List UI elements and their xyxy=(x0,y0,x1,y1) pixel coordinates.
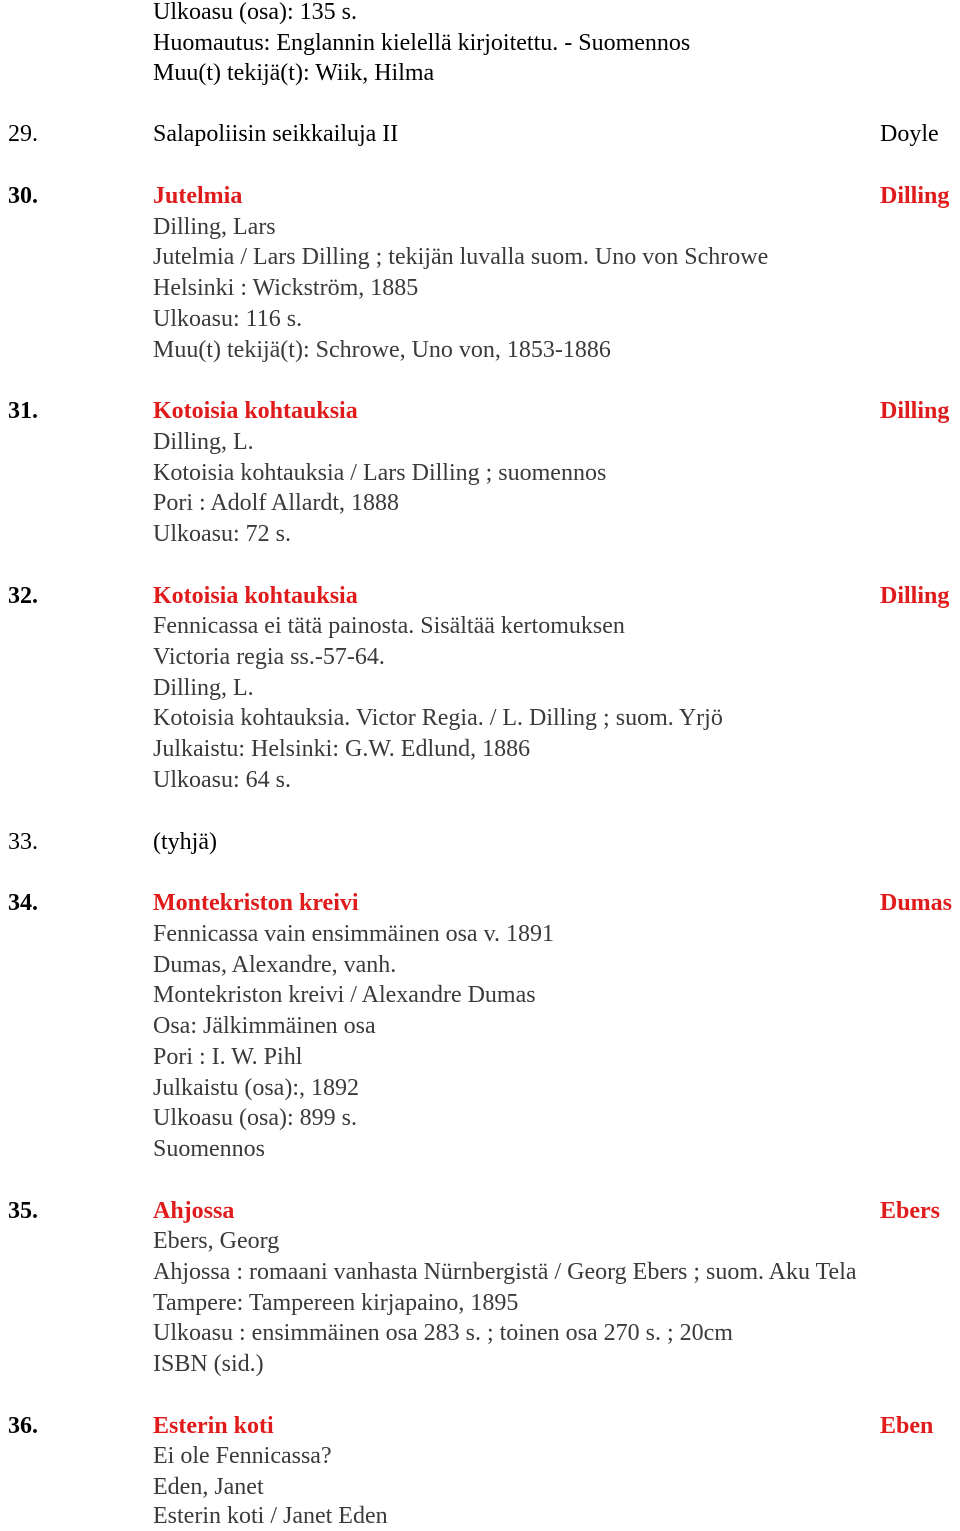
line-text: Muu(t) tekijä(t): Wiik, Hilma xyxy=(153,60,435,86)
entry-heading xyxy=(0,581,960,611)
text-line xyxy=(0,1349,960,1379)
line-text: ISBN (sid.) xyxy=(153,1351,264,1377)
entry-author: Ebers xyxy=(880,1198,940,1224)
entry-heading xyxy=(0,181,960,211)
text-line xyxy=(0,335,960,365)
entry-author: Dumas xyxy=(880,890,953,916)
entry-heading xyxy=(0,888,960,918)
line-text: Muu(t) tekijä(t): Schrowe, Uno von, 1853-1886 xyxy=(153,337,611,363)
entry-number: 34. xyxy=(8,890,38,916)
line-text: Dilling, L. xyxy=(153,675,254,701)
entry-title: (tyhjä) xyxy=(153,829,217,855)
line-text: Ulkoasu: 116 s. xyxy=(153,306,303,332)
line-text: Osa: Jälkimmäinen osa xyxy=(153,1013,376,1039)
text-line xyxy=(0,273,960,303)
line-text: Montekriston kreivi / Alexandre Dumas xyxy=(153,982,536,1008)
entry-number: 31. xyxy=(8,398,38,424)
entry-author: Dilling xyxy=(880,398,950,424)
text-line xyxy=(0,242,960,272)
entry-author: Dilling xyxy=(880,183,950,209)
line-text: Ulkoasu (osa): 135 s. xyxy=(153,0,357,25)
text-line xyxy=(0,28,960,58)
entry-heading xyxy=(0,1411,960,1441)
text-line xyxy=(0,1257,960,1287)
text-line xyxy=(0,950,960,980)
line-text: Fennicassa ei tätä painosta. Sisältää kertomuksen xyxy=(153,613,625,639)
entry-heading xyxy=(0,396,960,426)
text-line xyxy=(0,58,960,88)
text-line xyxy=(0,1011,960,1041)
line-text: Kotoisia kohtauksia / Lars Dilling ; suomennos xyxy=(153,460,607,486)
text-line xyxy=(0,673,960,703)
line-text: Victoria regia ss.-57-64. xyxy=(153,644,385,670)
text-line xyxy=(0,642,960,672)
line-text: Esterin koti / Janet Eden xyxy=(153,1503,388,1529)
entry-title: Jutelmia xyxy=(153,183,243,209)
line-text: Julkaistu (osa):, 1892 xyxy=(153,1075,359,1101)
text-line xyxy=(0,1288,960,1318)
entry-title: Salapoliisin seikkailuja II xyxy=(153,121,399,147)
text-line xyxy=(0,765,960,795)
entry-number: 30. xyxy=(8,183,38,209)
entry-heading xyxy=(0,119,960,149)
entry-title: Montekriston kreivi xyxy=(153,890,359,916)
line-text: Julkaistu: Helsinki: G.W. Edlund, 1886 xyxy=(153,736,531,762)
line-text: Ahjossa : romaani vanhasta Nürnbergistä / Georg Ebers ; suom. Aku Tela xyxy=(153,1259,857,1285)
line-text: Kotoisia kohtauksia. Victor Regia. / L. Dilling ; suom. Yrjö xyxy=(153,705,723,731)
entry-heading xyxy=(0,1196,960,1226)
text-line xyxy=(0,1226,960,1256)
line-text: Dilling, Lars xyxy=(153,214,276,240)
entry-title: Ahjossa xyxy=(153,1198,235,1224)
line-text: Jutelmia / Lars Dilling ; tekijän luvalla suom. Uno von Schrowe xyxy=(153,244,769,270)
line-text: Fennicassa vain ensimmäinen osa v. 1891 xyxy=(153,921,555,947)
entry-title: Kotoisia kohtauksia xyxy=(153,583,358,609)
text-line xyxy=(0,919,960,949)
entry-author: Dilling xyxy=(880,583,950,609)
text-line xyxy=(0,0,960,27)
entry-number: 36. xyxy=(8,1413,38,1439)
entry-title: Kotoisia kohtauksia xyxy=(153,398,358,424)
text-line xyxy=(0,427,960,457)
text-line xyxy=(0,1042,960,1072)
text-line xyxy=(0,1318,960,1348)
entry-number: 33. xyxy=(8,829,38,855)
text-line xyxy=(0,1134,960,1164)
line-text: Huomautus: Englannin kielellä kirjoitettu. - Suomennos xyxy=(153,30,691,56)
line-text: Ulkoasu (osa): 899 s. xyxy=(153,1105,357,1131)
line-text: Ulkoasu : ensimmäinen osa 283 s. ; toinen osa 270 s. ; 20cm xyxy=(153,1320,733,1346)
line-text: Ei ole Fennicassa? xyxy=(153,1443,332,1469)
line-text: Ulkoasu: 72 s. xyxy=(153,521,291,547)
text-line xyxy=(0,519,960,549)
text-line xyxy=(0,488,960,518)
entry-number: 32. xyxy=(8,583,38,609)
line-text: Suomennos xyxy=(153,1136,266,1162)
line-text: Dilling, L. xyxy=(153,429,254,455)
line-text: Eden, Janet xyxy=(153,1474,264,1500)
text-line xyxy=(0,734,960,764)
entry-number: 29. xyxy=(8,121,38,147)
line-text: Ulkoasu: 64 s. xyxy=(153,767,291,793)
entry-title: Esterin koti xyxy=(153,1413,274,1439)
entry-number: 35. xyxy=(8,1198,38,1224)
text-line xyxy=(0,611,960,641)
text-line xyxy=(0,458,960,488)
line-text: Tampere: Tampereen kirjapaino, 1895 xyxy=(153,1290,519,1316)
text-line xyxy=(0,703,960,733)
line-text: Dumas, Alexandre, vanh. xyxy=(153,952,397,978)
text-line xyxy=(0,1501,960,1531)
line-text: Pori : Adolf Allardt, 1888 xyxy=(153,490,399,516)
text-line xyxy=(0,1472,960,1502)
text-line xyxy=(0,1441,960,1471)
text-line xyxy=(0,980,960,1010)
text-line xyxy=(0,1073,960,1103)
entry-author: Doyle xyxy=(880,121,939,147)
entry-author: Eben xyxy=(880,1413,934,1439)
line-text: Ebers, Georg xyxy=(153,1228,280,1254)
text-line xyxy=(0,304,960,334)
entry-heading xyxy=(0,827,960,857)
text-line xyxy=(0,1103,960,1133)
text-line xyxy=(0,212,960,242)
line-text: Pori : I. W. Pihl xyxy=(153,1044,303,1070)
line-text: Helsinki : Wickström, 1885 xyxy=(153,275,419,301)
